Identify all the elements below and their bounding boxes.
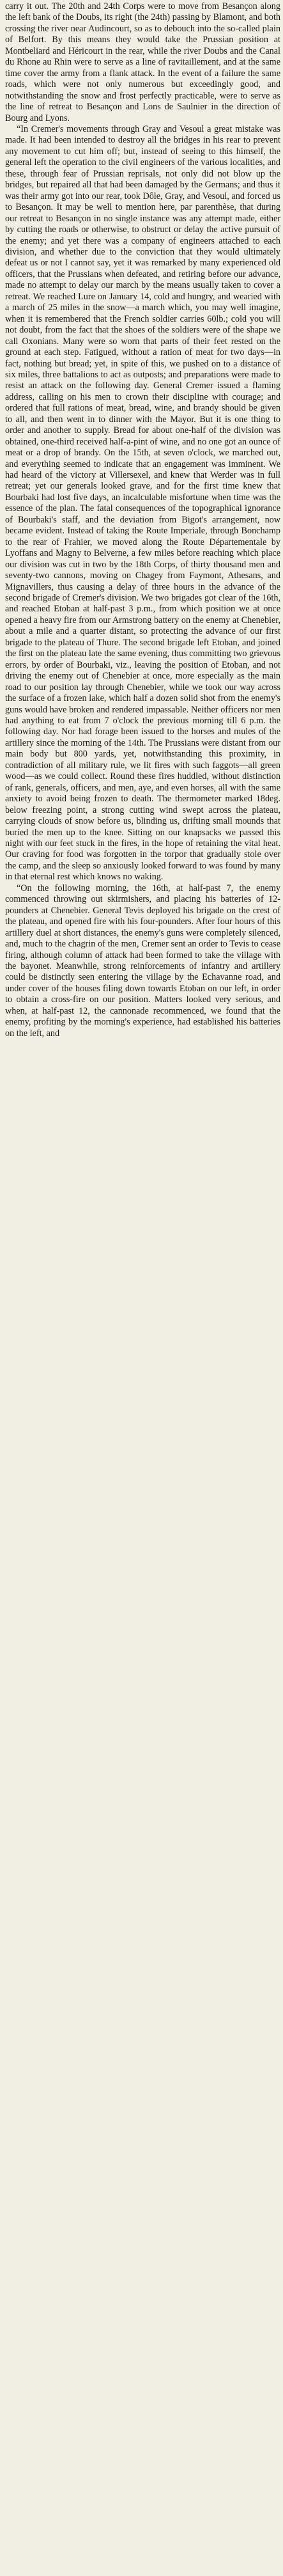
article-paragraph-3: “On the following morning, the 16th, at half-past 7, the enemy commenced throwing out skirmishers, and placing his batteries of 12-pounders at Chenebier. General Tevis deployed his brigade on the crest of the plateau, and opened fire with his four-pounders. After four hours of this artillery duel at short distances, the enemy's guns were completely silenced, and, much to the chagrin of the men, Cremer sent an order to Tevis to cease firing, although column of attack had been formed to take the village with the bayonet. Meanwhile, strong reinforcements of infantry and artillery could be distinctly seen entering the village by the Echavanne road, and under cover of the houses filing down towards Etoban on our left, in order to obtain a cross-fire on our position. Matters looked very serious, and when, at half-past 12, the cannonade recommenced, we found that the enemy, profiting by the morning's experience, had established his batteries on the left, and xyxy=(5,883,280,1039)
article-column xyxy=(0,0,283,1039)
article-paragraph-2: “In Cremer's movements through Gray and Vesoul a great mistake was made. It had been intended to destroy all the bridges in his rear to prevent any movement to cut him off; but, instead of seeing to this himself, the general left the operation to the civil engineers of the various localities, and these, through fear of Prussian reprisals, not only did not blow up the bridges, but repaired all that had been damaged by the Germans; and thus it was their army got into our rear, took Dôle, Gray, and Vesoul, and forced us to Besançon. It may be well to mention here, par parenthèse, that during our retreat to Besançon in no single instance was any attempt made, either by cutting the roads or otherwise, to obstruct or delay the active pursuit of the enemy; and yet there was a company of engineers attached to each division, and whether due to the conviction that they would ultimately defeat us or not I cannot say, yet it was remarked by many experienced old officers, that the Prussians when defeated, and retiring before our advance, made no attempt to delay our march by the means usually taken to cover a retreat. We reached Lure on January 14, cold and hungry, and wearied with a march of 25 miles in the snow—a march which, you may well imagine, when it is remembered that the French soldier carries 60lb.; cold you will not doubt, from the fact that the shoes of the soldiers were of the shape we call Oxonians. Many were so worn that parts of their feet rested on the ground at each step. Fatigued, without a ration of meat for two days—in fact, nothing but bread; yet, in spite of this, we pushed on to a distance of six miles, three battalions to act as outposts; and preparations were made to resist an attack on the following day. General Cremer issued a flaming address, calling on his men to crown their discipline with courage; and ordered that full rations of meat, bread, wine, and brandy should be given to all, and then went in to dinner with the Mayor. But it is one thing to order and another to supply. Bread for about one-half of the division was obtained, one-third received half-a-pint of wine, and no one got an ounce of meat or a drop of brandy. On the 15th, at seven o'clock, we marched out, and everything seemed to indicate that an engagement was imminent. We had heard of the victory at Villersexel, and knew that Werder was in full retreat; yet our generals looked grave, and for the first time knew that Bourbaki had lost five days, an incalculable misfortune when time was the essence of the plan. The fatal consequences of the topographical ignorance of Bourbaki's staff, and the deviation from Bigot's arrangement, now became evident. Instead of taking the Route Imperiale, through Bonchamp to the rear of Frahier, we moved along the Route Départementale by Lyoffans and Magny to Belverne, a few miles before reaching which place our division was cut in two by the 18th Corps, of thirty thousand men and seventy-two cannons, moving on Chagey from Faymont, Athesans, and Mignavillers, thus causing a delay of three hours in the advance of the second brigade of Cremer's division. We two brigades got clear of the 16th, and reached Etoban at half-past 3 p.m., from which position we at once opened a heavy fire from our Armstrong battery on the enemy at Chenebier, about a mile and a quarter distant, so protecting the advance of our first brigade to the plateau of Thure. The second brigade left Etoban, and joined the first on the plateau late the same evening, thus committing two grievous errors, by order of Bourbaki, viz., leaving the position of Etoban, and not driving the enemy out of Chenebier at once, more especially as the main road to our position lay through Chenebier, while we took our way across the surface of a frozen lake, which half a dozen solid shot from the enemy's guns would have broken and rendered impassable. Neither officers nor men had anything to eat from 7 o'clock the previous morning till 6 p.m. the following day. Nor had forage been issued to the horses and mules of the artillery since the morning of the 14th. The Prussians were distant from our main body but 800 yards, yet, notwithstanding this proximity, in contradiction of all military rule, we lit fires with such faggots—all green wood—as we could collect. Round these fires huddled, without distinction of rank, generals, officers, and men, aye, and even horses, all with the same anxiety to avoid being frozen to death. The thermometer marked 18deg. below freezing point, a strong cutting wind swept across the plateau, carrying clouds of snow before us, blinding us, drifting small mounds that buried the men up to the knee. Sitting on our knapsacks we passed this night with our feet stuck in the fires, in the hope of retaining the vital heat. Our craving for food was forgotten in the torpor that gradually stole over the camp, and the sleep so anxiously looked forward to was found by many in that eternal rest which knows no waking. xyxy=(5,123,280,883)
article-paragraph-1: carry it out. The 20th and 24th Corps were to move from Besançon along the left bank of the Doubs, its right (the 24th) passing by Blamont, and both crossing the river near Audincourt, so as to debouch into the so-called plain of Belfort. By this means they would take the Prussian position at Montbeliard and Héricourt in the rear, while the river Doubs and the Canal du Rhone au Rhin were to serve as a line of ravitaillement, and at the same time cover the army from a flank attack. In the event of a failure the same roads, which were not only numerous but exceedingly good, and notwithstanding the snow and frost perfectly practicable, were to serve as the line of retreat to Besançon and Lons de Saulnier in the direction of Bourg and Lyons. xyxy=(5,1,280,123)
